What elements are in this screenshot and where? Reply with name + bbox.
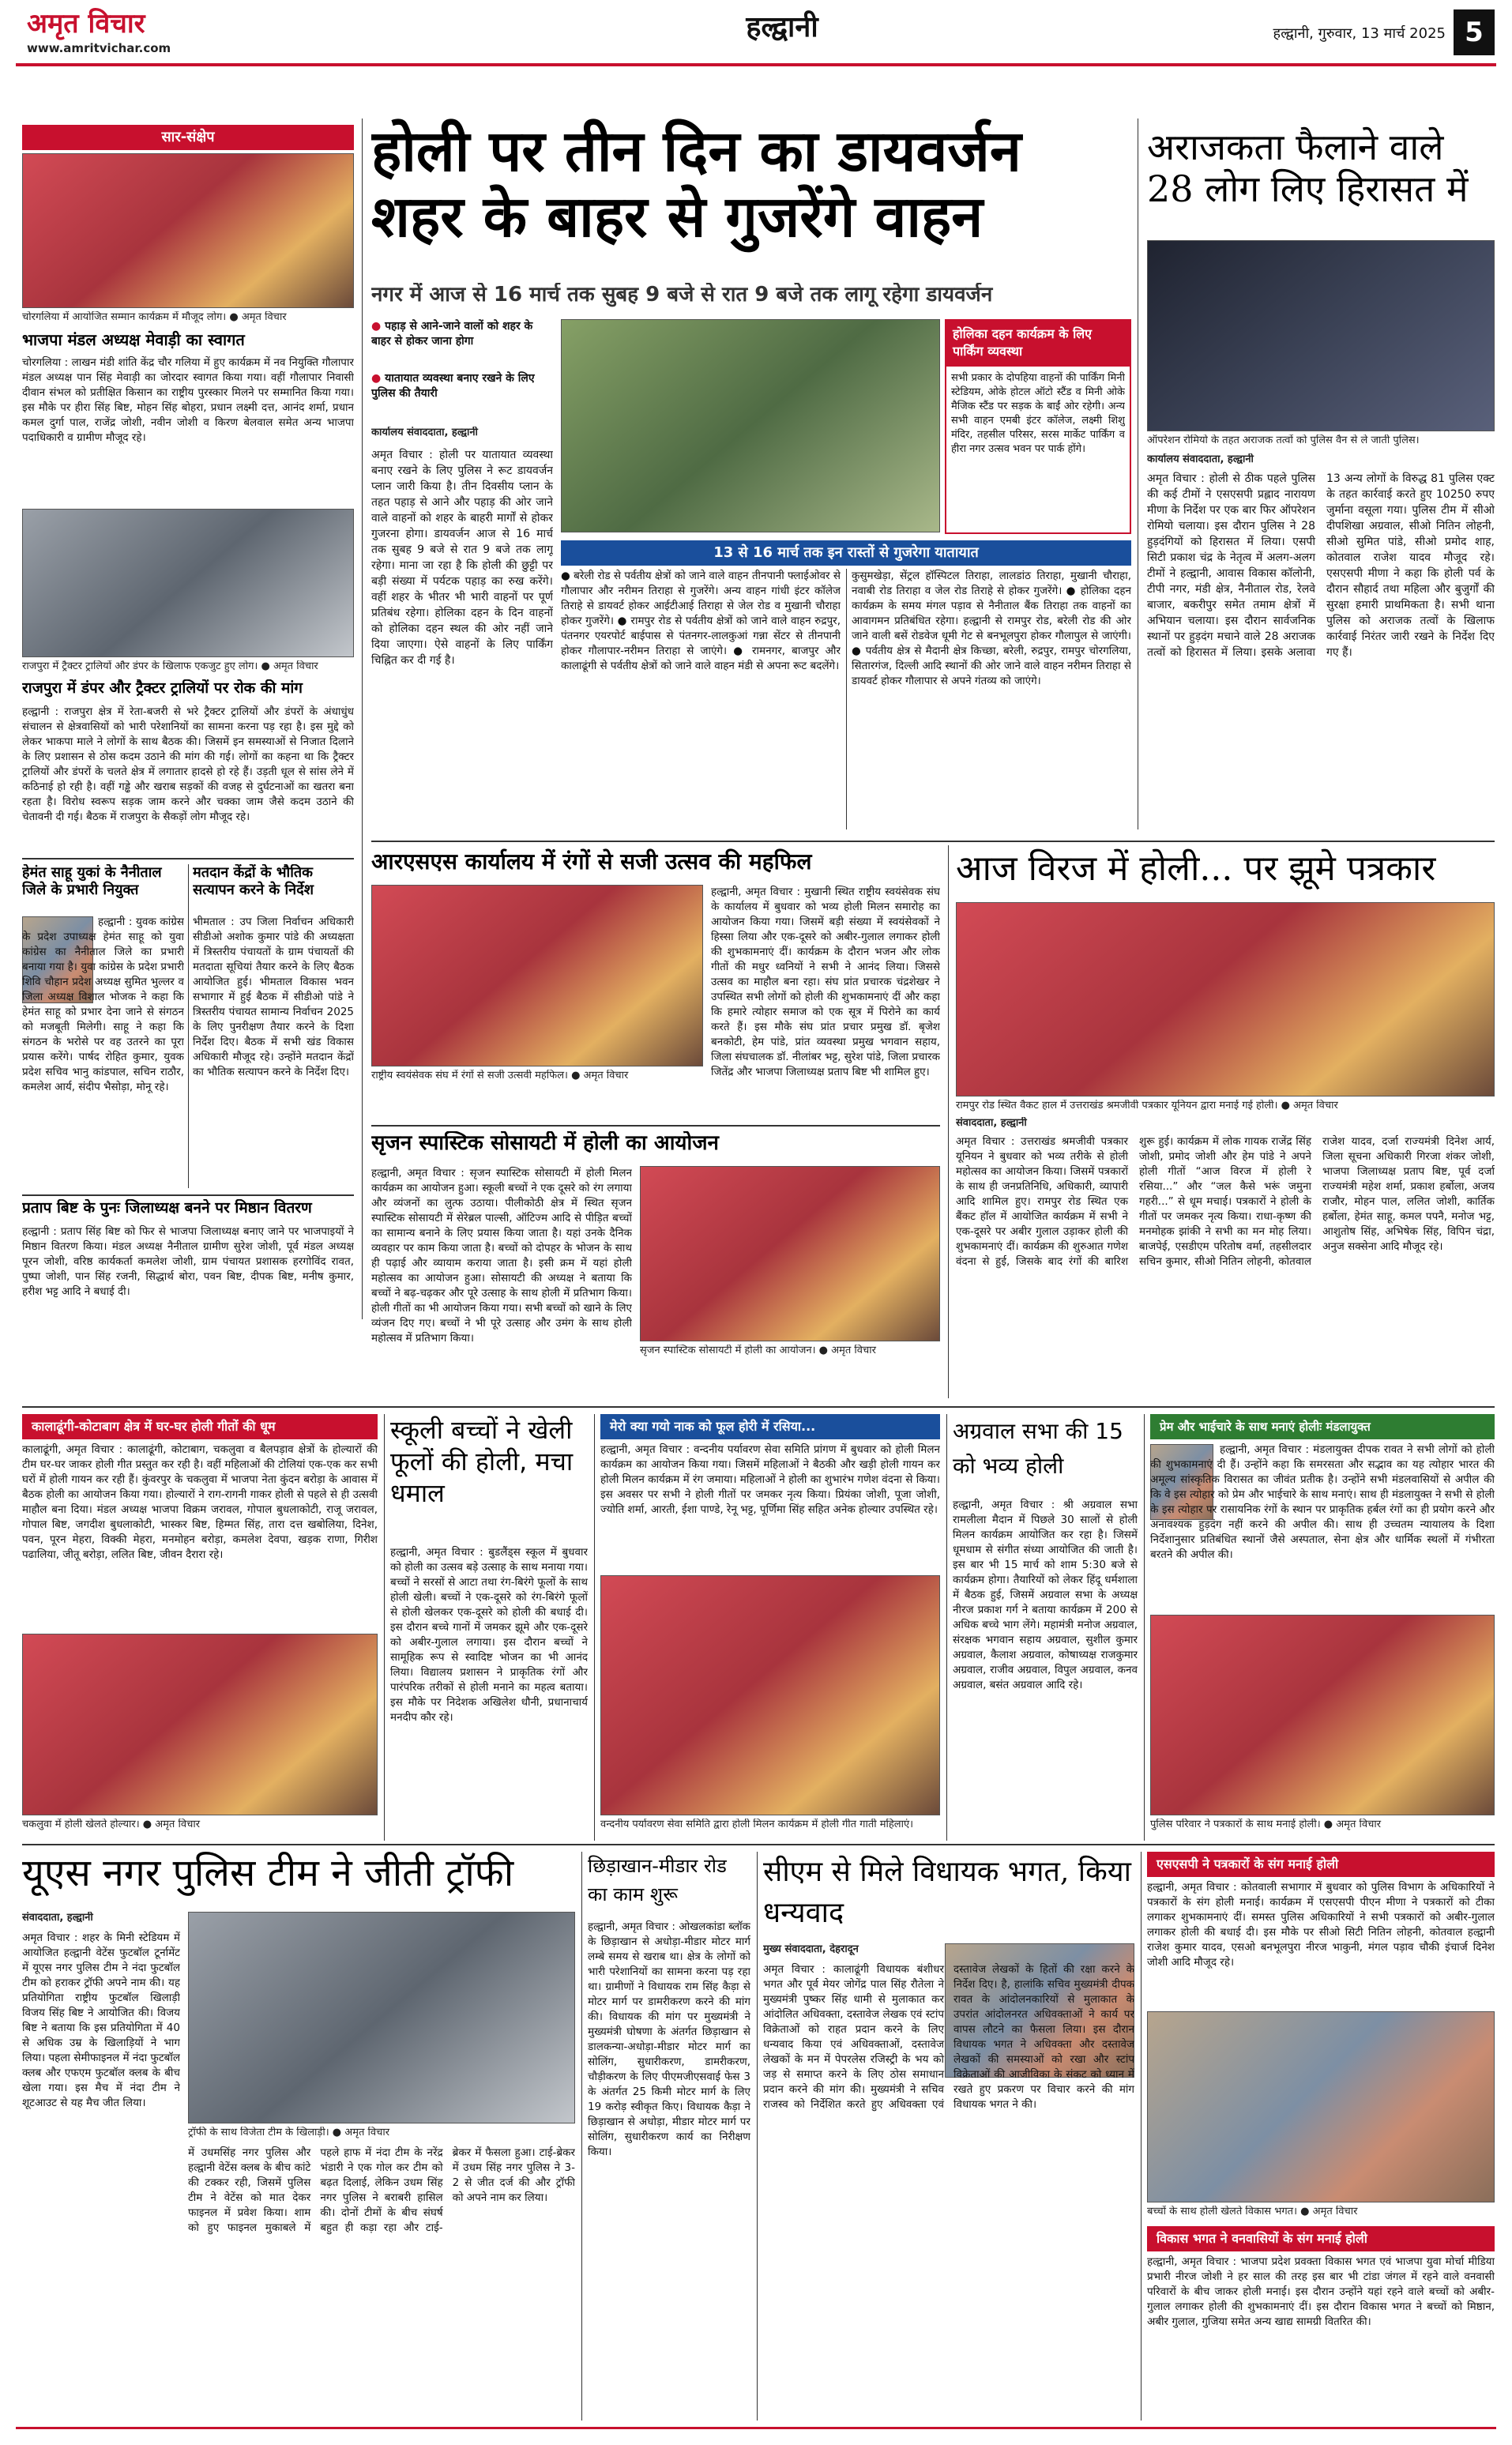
story-headline[interactable]: राजपुरा में डंपर और ट्रैक्टर ट्रालियों पर रोक की मांग xyxy=(22,679,303,697)
story-headline[interactable]: सृजन स्पास्टिक सोसायटी में होली का आयोजन xyxy=(371,1131,719,1155)
divider xyxy=(22,858,354,860)
story-body: अमृत विचार : शहर के मिनी स्टेडियम में आयोजित हल्द्वानी वेटेंस फुटबॉल टूर्नामेंट में यूएस नगर पुलिस टीम ने नंदा फुटबॉल टीम को हराकर ट्रॉफी अपने नाम की। यह प्रतियोगिता राष्ट्रीय फुटबॉल खिलाड़ी विजय सिंह बिष्ट ने आयोजित की। विजय बिष्ट ने बताया कि इस प्रतियोगिता में 40 से अधिक उम्र के खिलाड़ियों ने भाग लिया। पहला सेमीफाइनल में नंदा फुटबॉल क्लब और एफएम फुटबॉल क्लब के बीच खेला गया। इस मैच में नंदा टीम ने शूटआउट से यह मैच जीत लिया। xyxy=(22,1932,180,2109)
photo-police-van xyxy=(1147,240,1495,431)
story-body: हल्द्वानी : युवक कांग्रेस के प्रदेश उपाध्यक्ष हेमंत साहू को युवा कांग्रेस का नैनीताल जिले का प्रभारी बनाया गया है। युवा कांग्रेस के प्रदेश प्रभारी शिवि चौहान प्रदेश अध्यक्ष सुमित भुल्लर व जिला अध्यक्ष विशाल भोजक ने कहा कि हेमंत साहू को प्रभार देना जाने से संगठन को मजबूती मिलेगी। साहू ने कहा कि संगठन के भरोसे पर वह उतरने का पूरा प्रयास करेंगे। पार्षद रोहित कुमार, युवक प्रदेश सचिव भानु कांडपाल, सचिन राठौर, कमलेश आर्य, संदीप भैसोड़ा, मोनू रहे। xyxy=(22,916,184,1093)
photo-caption: वन्दनीय पर्यावरण सेवा समिति द्वारा होली मिलन कार्यक्रम में होली गीत गाती महिलाएं। xyxy=(600,1819,914,1830)
story-body: हल्द्वानी, अमृत विचार : वन्दनीय पर्यावरण सेवा समिति प्रांगण में बुधवार को होली मिलन कार्यक्रम का आयोजन किया गया। जिसमें महिलाओं ने बैठकी और खड़ी होली गायन कर होली मिलन कार्यक्रम में रंग जमाया। महिलाओं ने होली का शुभारंभ गणेश वंदना से किया। इस अवसर पर सभी ने होली गीतों पर जमकर नृत्य किया। प्रियंका जोशी, पूजा जोशी, ज्योति शर्मा, आरती, ईशा पाण्डे, रेनू भट्ट, पूर्णिमा सिंह सहित अनेक होल्यार उपस्थित रहे। xyxy=(600,1443,940,1516)
story-body: चोरगलिया : लाखन मंडी शांति केंद्र चौर गलिया में हुए कार्यक्रम में नव नियुक्ति गौलापार मंडल अध्यक्ष पान सिंह मेवाड़ी का जोरदार स्वागत किया गया। वहीं गौलापार निवासी दीवान संभल को प्रतीक्षित किसान का राष्ट्रीय पुरस्कार मिलने पर सम्मानित किया गया। इस मौके पर हीरा सिंह बिष्ट, मोहन सिंह बोहरा, प्रधान लक्ष्मी दत्त, आनंद शर्मा, प्रधान कमल दुर्गा पाल, राजेंद्र जोशी, नवीन जोशी व किरण बेलवाल समेत अन्य भाजपा पदाधिकारी व ग्रामीण मौजूद रहे। xyxy=(22,356,354,444)
story-headline-bar[interactable]: कालाढूंगी-कोटाबाग क्षेत्र में घर-घर होली गीतों की धूम xyxy=(22,1414,378,1439)
photo-caption: रामपुर रोड स्थित वैकट हाल में उत्तराखंड श्रमजीवी पत्रकार यूनियन द्वारा मनाई गई होली। ● अमृत विचार xyxy=(956,1100,1338,1112)
column-divider xyxy=(362,118,363,1319)
byline: संवाददाता, हल्द्वानी xyxy=(956,1117,1027,1129)
column-divider xyxy=(946,1414,947,1841)
story-body: अमृत विचार : कालाढूंगी विधायक बंशीधर भगत और पूर्व मेयर जोगेंद्र पाल सिंह रौतेला ने मुख्यमंत्री पुष्कर सिंह धामी से मुलाकात कर आंदोलित अधिवक्ता, दस्तावेज लेखक एवं स्टांप विक्रेताओं को राहत प्रदान करने के लिए धन्यवाद किया एवं अधिवक्ताओं, दस्तावेज लेखकों के मन में पेपरलेस रजिस्ट्री के भय को जड़ से समाप्त करने के लिए ठोस समाधान प्रदान करने की मांग की। मुख्यमंत्री ने सचिव राजस्व को निर्देशित करते हुए अधिवक्ता एवं दस्तावेज लेखकों के हितों की रक्षा करने के निर्देश दिए। है, हालांकि सचिव मुख्यमंत्री दीपक रावत के आंदोलनकारियों से मुलाकात के उपरांत आंदोलनरत अधिवक्ताओं ने कार्य पर वापस लौटने का फैसला लिया। इस दौरान विधायक भगत ने अधिवक्ता और दस्तावेज लेखकों की समस्याओं को रखा और स्टांप विक्रेताओं की आजीविका के संकट को ध्यान में रखते हुए प्रकरण पर विचार करने की मांग विधायक भगत ने की। xyxy=(763,1963,1134,2111)
story-headline-bar[interactable]: मेरो क्या गयो नाक को फूल होरी में रसिया... xyxy=(600,1414,940,1439)
photo-caption: चोरगलिया में आयोजित सम्मान कार्यक्रम में मौजूद लोग। ● अमृत विचार xyxy=(22,311,287,323)
photo-rss-holi xyxy=(371,885,703,1066)
route-column: कुसुमखेड़ा, सेंट्रल हॉस्पिटल तिराहा, लालडांठ तिराहा, मुखानी चौराहा, नवाबी रोड तिराहा व जेल रोड तिराहे से होकर गुजरेंगे। ● होलिका दहन कार्यक्रम के समय मंगल पड़ाव से नैनीताल बैंक तिराहा तक वाहनों का आवागमन प्रतिबंधित रहेगा। हल्द्वानी से रामपुर रोड, बरेली रोड की ओर जाने वाली बसें रोडवेज धूमी गेट से बनभूलपुरा होकर गौलापुल से जाएंगी। ● पर्वतीय क्षेत्र से मैदानी क्षेत्र किच्छा, बरेली, रुद्रपुर, रामपुर चोरगलिया, सितारगंज, दिल्ली आदि स्थानों की ओर जाने वाले वाहन नरीमन तिराहा से डायवर्ट होकर गौलापार से अपने गंतव्य को जाएंगे। xyxy=(852,570,1131,687)
route-column: ● बरेली रोड से पर्वतीय क्षेत्रों को जाने वाले वाहन तीनपानी फ्लाईओवर से गौलापार और नरीमन तिराहा से गुजरेंगे। अन्य वाहन गांधी इंटर कॉलेज तिराहे से डायवर्ट होकर आईटीआई तिराहा से जेल रोड व मुखानी चौराहा होकर गुजरेंगे। ● रामपुर रोड से पर्वतीय क्षेत्रों को जाने वाले वाहन रुद्रपुर, पंतनगर एयरपोर्ट बाईपास से पंतनगर-लालकुआं गन्ना सेंटर से तीनपानी होकर गौलापार-नरीमन तिराहा से जाएंगे। ● रामनगर, बाजपुर और कालाढूंगी से पर्वतीय क्षेत्रों को जाने वाले वाहन मंडी से अपना रूट बदलेंगे। xyxy=(561,570,841,672)
divider xyxy=(22,1194,354,1196)
section-label-sar-sankshep: सार-संक्षेप xyxy=(22,125,354,150)
story-body: हल्द्वानी, अमृत विचार : कोतवाली सभागार में बुधवार को पुलिस विभाग के अधिकारियों ने पत्रकारों के संग होली मनाई। कार्यक्रम में एसएसपी पीएन मीणा ने पत्रकारों को टीका लगाकर शुभकामनाएं दीं। समस्त पुलिस अधिकारियों ने सभी पत्रकारों को अबीर-गुलाल लगाकर होली की बधाई दी। इस मौके पर सीओ सिटी नितिन लोहनी, कोतवाल हल्द्वानी राजेश कुमार यादव, एसओ बनभूलपुरा नीरज भाकुनी, मंगल पड़ाव चौकी इंचार्ज दिनेश जोशी आदि मौजूद रहे। xyxy=(1147,1881,1495,1969)
story-headline[interactable]: यूएस नगर पुलिस टीम ने जीती ट्रॉफी xyxy=(22,1852,514,1895)
story-headline-bar[interactable]: एसएसपी ने पत्रकारों के संग मनाई होली xyxy=(1147,1852,1495,1877)
story-headline-bar[interactable]: प्रेम और भाईचारे के साथ मनाएं होलीः मंडलायुक्त xyxy=(1150,1414,1495,1439)
page-number: 5 xyxy=(1454,9,1495,55)
highlight-text: पहाड़ से आने-जाने वालों को शहर के बाहर से होकर जाना होगा xyxy=(371,320,533,348)
parking-box-title: होलिका दहन कार्यक्रम के लिए पार्किंग व्यवस्था xyxy=(946,321,1130,367)
divider xyxy=(371,1125,940,1127)
story-body: हल्द्वानी, अमृत विचार : मंडलायुक्त दीपक रावत ने सभी लोगों को होली की शुभकामनाएं दी हैं। उन्होंने कहा कि समरसता और सद्भाव का यह त्योहार भारत की अमूल्य सांस्कृतिक विरासत का जीवंत प्रतीक है। उन्होंने सभी मंडलवासियों से अपील की कि वे इस त्योहार को प्रेम और भाईचारे के साथ मनाएं। साथ ही मंडलायुक्त ने सभी से होली के इस त्योहार पर रासायनिक रंगों के स्थान पर प्राकृतिक हर्बल रंगों का ही प्रयोग करने और अनावश्यक हुड़दंग नहीं करने की अपील की। साथ ही उच्चतम न्यायालय के दिशा निर्देशानुसार प्रतिबंधित स्थानों जैसे अस्पताल, सेना क्षेत्र और धार्मिक स्थलों में गंभीरता बरतने की अपील की। xyxy=(1150,1443,1495,1561)
city-name: हल्द्वानी xyxy=(746,11,818,43)
masthead-rule xyxy=(16,63,1496,66)
lead-body: अमृत विचार : होली पर यातायात व्यवस्था बनाए रखने के लिए पुलिस ने रूट डायवर्जन प्लान जारी किया है। तीन दिवसीय प्लान के तहत पहाड़ से आने और पहाड़ की ओर जाने वाले वाहनों को शहर के बाहरी मार्गों से होकर गुजरना होगा। डायवर्जन आज से 16 मार्च तक सुबह 9 बजे से रात 9 बजे तक लागू रहेगा। माना जा रहा है कि होली की छुट्टी पर बड़ी संख्या में पर्यटक पहाड़ का रुख करेंगे। वहीं शहर के भीतर भी भारी वाहनों पर पूर्ण प्रतिबंध रहेगा। होलिका दहन के दिन वाहनों को होलिका दहन स्थल की ओर नहीं जाने दिया जाएगा। ऐसे वाहनों के लिए पार्किंग चिह्नित कर दी गई है। xyxy=(371,449,553,667)
photo-caption: सृजन स्पास्टिक सोसायटी में होली का आयोजन। ● अमृत विचार xyxy=(640,1345,876,1356)
photo-women-holi xyxy=(600,1575,940,1815)
highlight-text: यातायात व्यवस्था बनाए रखने के लिए पुलिस की तैयारी xyxy=(371,372,535,400)
logo: अमृत विचार xyxy=(27,8,145,39)
photo-caption: ट्रॉफी के साथ विजेता टीम के खिलाड़ी। ● अमृत विचार xyxy=(188,2127,390,2138)
story-body: भीमताल : उप जिला निर्वाचन अधिकारी सीडीओ अशोक कुमार पांडे की अध्यक्षता में त्रिस्तरीय पंचायतों के ग्राम पंचायतों की मतदाता सूचियां तैयार करने के लिए बैठक आयोजित हुई। भीमताल विकास भवन सभागार में हुई बैठक में सीडीओ पांडे ने त्रिस्तरीय पंचायत सामान्य निर्वाचन 2025 के लिए पुनरीक्षण तैयार करने के दिशा निर्देश दिए। बैठक में सभी खंड विकास अधिकारी मौजूद रहे। उन्होंने मतदान केंद्रों का भौतिक सत्यापन करने के निर्देश दिए। xyxy=(193,916,354,1078)
byline: मुख्य संवाददाता, देहरादून xyxy=(763,1943,859,1955)
byline: कार्यालय संवाददाता, हल्द्वानी xyxy=(1147,453,1254,465)
photo-rajpura-protest xyxy=(22,509,354,657)
masthead xyxy=(0,0,1512,62)
photo-caption: राष्ट्रीय स्वयंसेवक संघ में रंगों से सजी उत्सवी महफिल। ● अमृत विचार xyxy=(371,1070,629,1081)
photo-vikas-bhagat-children xyxy=(1147,2011,1495,2202)
story-headline[interactable]: आरएसएस कार्यालय में रंगों से सजी उत्सव की महफिल xyxy=(371,848,812,875)
photo-caption: ऑपरेशन रोमियो के तहत अराजक तत्वों को पुलिस वैन से ले जाती पुलिस। xyxy=(1147,434,1420,446)
byline: कार्यालय संवाददाता, हल्द्वानी xyxy=(371,427,478,438)
photo-caption: पुलिस परिवार ने पत्रकारों के साथ मनाई होली। ● अमृत विचार xyxy=(1150,1819,1382,1830)
lead-highlight: ● यातायात व्यवस्था बनाए रखने के लिए पुलिस की तैयारी xyxy=(371,372,535,400)
photo-police-team-trophy xyxy=(188,1912,575,2123)
story-headline[interactable]: मतदान केंद्रों के भौतिक सत्यापन करने के निर्देश xyxy=(193,864,314,898)
story-headline[interactable]: स्कूली बच्चों ने खेली फूलों की होली, मचा धमाल xyxy=(390,1415,574,1508)
parking-box xyxy=(945,319,1131,534)
story-body: हल्द्वानी, अमृत विचार : भाजपा प्रदेश प्रवक्ता विकास भगत एवं भाजपा युवा मोर्चा मीडिया प्रभारी नीरज जोशी ने हर साल की तरह इस बार भी टांडा जंगल में रहने वाले वनवासी परिवारों के बीच जाकर होली मनाई। इस दौरान उन्होंने यहां रहने वाले बच्चों को अबीर-गुलाल लगाकर होली की शुभकामनाएं दीं। इस दौरान विकास भगत ने बच्चों को मिष्ठान, अबीर गुलाल, गुजिया समेत अन्य खाद्य सामग्री वितरित की। xyxy=(1147,2255,1495,2328)
column-divider xyxy=(757,1852,758,2421)
lead-subhead: नगर में आज से 16 मार्च तक सुबह 9 बजे से रात 9 बजे तक लागू रहेगा डायवर्जन xyxy=(371,283,993,307)
lead-highlight: ● पहाड़ से आने-जाने वालों को शहर के बाहर से होकर जाना होगा xyxy=(371,320,533,348)
photo-caption: बच्चों के साथ होली खेलते विकास भगत। ● अमृत विचार xyxy=(1147,2206,1358,2217)
parking-box-body: सभी प्रकार के दोपहिया वाहनों की पार्किंग मिनी स्टेडियम, ओके होटल ऑटो स्टैंड व मिनी ओके मैजिक स्टैंड पर सड़क के बाईं ओर रहेगी। अन्य सभी वाहन एमबी इंटर कॉलेज, लक्ष्मी शिशु मंदिर, तहसील परिसर, सरस मार्केट पार्किंग व हीरा नगर उत्सव भवन पर पार्क होंगे। xyxy=(951,372,1125,455)
story-headline[interactable]: सीएम से मिले विधायक भगत, किया धन्यवाद xyxy=(763,1856,1131,1929)
story-body: हल्द्वानी, अमृत विचार : मुखानी स्थित राष्ट्रीय स्वयंसेवक संघ के कार्यालय में बुधवार को भव्य होली मिलन समारोह का आयोजन किया गया। जिसमें बड़ी संख्या में स्वयंसेवकों ने हिस्सा लिया और एक-दूसरे को अबीर-गुलाल लगाकर होली की शुभकामनाएं दीं। कार्यक्रम के दौरान भजन और लोक गीतों की मधुर ध्वनियों ने सभी ने आनंद लिया। जिससे उत्सव का माहौल बना रहा। संघ प्रांत प्रचारक चंद्रशेखर ने उपस्थित सभी लोगों को होली की शुभकामनाएं दीं और कहा कि हमारे त्योहार समाज को एक सूत्र में पिरोने का कार्य करते हैं। इस मौके संघ प्रांत प्रचार प्रमुख डॉ. बृजेश बनकोटी, हेम पांडे, प्रांत व्यवस्था प्रमुख भगवान सहाय, जिला संघचालक डॉ. नीलांबर भट्ट, सुरेश पांडे, जिला प्रचारक जितेंद्र और भाजपा जिलाध्यक्ष प्रताप बिष्ट भी शामिल हुए। xyxy=(711,886,940,1078)
divider xyxy=(22,1844,1495,1845)
photo-chakaluwa-holi xyxy=(22,1634,378,1815)
route-box-title: 13 से 16 मार्च तक इन रास्तों से गुजरेगा यातायात xyxy=(561,540,1131,566)
story-headline[interactable]: अराजकता फैलाने वाले 28 लोग लिए हिरासत में xyxy=(1147,126,1469,210)
story-body: अमृत विचार : उत्तराखंड श्रमजीवी पत्रकार यूनियन ने बुधवार को भव्य तरीके से होली महोत्सव का आयोजन किया। जिसमें पत्रकारों के साथ ही जनप्रतिनिधि, अधिकारी, व्यापारी आदि शामिल हुए। रामपुर रोड स्थित एक बैंकट हॉल में आयोजित कार्यक्रम में सभी ने एक-दूसरे पर अबीर गुलाल उड़ाकर होली की शुभकामनाएं दीं। कार्यक्रम की शुरुआत गणेश वंदना से हुई, जिसके बाद रंगों की बारिश शुरू हुई। कार्यक्रम में लोक गायक राजेंद्र सिंह जोशी, प्रमोद जोशी और हेम पांडे ने अपने होली गीतों “आज विरज में होली रे रसिया...” और “जल कैसे भरूं जमुना गहरी...” से धूम मचाई। पत्रकारों ने होली के गीतों पर जमकर नृत्य किया। राधा-कृष्ण की मनमोहक झांकी ने सभी का मन मोह लिया। बाजपेई, एसडीएम परितोष वर्मा, तहसीलदार सचिन कुमार, सीओ नितिन लोहनी, कोतवाल राजेश यादव, दर्जा राज्यमंत्री दिनेश आर्य, जिला सूचना अधिकारी गिरजा शंकर जोशी, भाजपा जिलाध्यक्ष प्रताप बिष्ट, पूर्व दर्जा राज्यमंत्री महेश शर्मा, प्रकाश हर्बोला, अजय राजौर, मोहन पाल, ललित जोशी, कार्तिक हर्बोला, हेमंत साहू, कमल पपनै, मनोज भट्ट, आशुतोष सिंह, अभिषेक सिंह, विपिन चंद्रा, अनुज सक्सेना आदि मौजूद रहे। xyxy=(956,1135,1495,1268)
photo-city-skyline xyxy=(561,319,940,532)
story-headline[interactable]: अग्रवाल सभा की 15 को भव्य होली xyxy=(953,1418,1123,1479)
photo-srijan-society xyxy=(640,1166,940,1341)
column-divider xyxy=(384,1414,385,1841)
story-body: हल्द्वानी : राजपुरा क्षेत्र में रेता-बजरी से भरे ट्रैक्टर ट्रालियों और डंपरों के अंधाधुंध संचालन से क्षेत्रवासियों को भारी परेशानियों का सामना करना पड़ रहा है। इस मुद्दे को लेकर भाकपा माले ने लोगों के साथ बैठक की। जिसमें इन समस्याओं से निजात दिलाने के लिए प्रशासन से ठोस कदम उठाने की मांग की गई। लोगों का कहना था कि ट्रैक्टर ट्रालियों और डंपरों के चलते क्षेत्र में लगातार हादसे हो रहे हैं। उड़ती धूल से सांस लेने में कठिनाई हो रही है। वहीं गड्ढे और खराब सड़कों की वजह से दुर्घटनाओं का खतरा बना रहता है। विरोध स्वरूप सड़क जाम करने और चक्का जाम जैसे कदम उठाने की चेतावनी दी गई। बैठक में राजपुरा के सैकड़ों लोग मौजूद रहे। xyxy=(22,705,354,823)
column-divider xyxy=(1141,1852,1142,2421)
bottom-rule xyxy=(16,2427,1496,2429)
story-body: हल्द्वानी : प्रताप सिंह बिष्ट को फिर से भाजपा जिलाध्यक्ष बनाए जाने पर भाजपाइयों ने मिष्ठान वितरण किया। मंडल अध्यक्ष नैनीताल ग्रामीण सुरेश जोशी, पूर्व मंडल अध्यक्ष पूरन जोशी, वरिष्ठ कार्यकर्ता कमलेश जोशी, ग्राम पंचायत प्रशासक हरगोविंद रावत, पुष्पा जोशी, पान सिंह रजनी, सिद्धार्थ बोरा, पवन बिष्ट, दीपक बिष्ट, मनीष कुमार, हरीश भट्ट आदि ने बधाई दी। xyxy=(22,1225,354,1298)
column-divider xyxy=(581,1852,582,2421)
story-headline[interactable]: हेमंत साहू युकां के नैनीताल जिले के प्रभारी नियुक्त xyxy=(22,864,162,898)
divider xyxy=(371,841,1495,842)
story-body: हल्द्वानी, अमृत विचार : श्री अग्रवाल सभा रामलीला मैदान में पिछले 30 सालों से होली मिलन कार्यक्रम आयोजित कर रहा है। जिसमें धूमधाम से संगीत संध्या आयोजित की जाती है। इस बार भी 15 मार्च को शाम 5:30 बजे से कार्यक्रम होगा। तैयारियों को लेकर हिंदू धर्मशाला में बैठक हुई, जिसमें अग्रवाल सभा के अध्यक्ष नीरज प्रकाश गर्ग ने बताया कार्यक्रम में 200 से अधिक बच्चे भाग लेंगे। महामंत्री मनोज अग्रवाल, संरक्षक भगवान सहाय अग्रवाल, सुशील कुमार अग्रवाल, कैलाश अग्रवाल, कोषाध्यक्ष राजकुमार अग्रवाल, राजीव अग्रवाल, विपुल अग्रवाल, कनव अग्रवाल, बसंत अग्रवाल आदि रहे। xyxy=(953,1499,1138,1691)
story-body: हल्द्वानी, अमृत विचार : ओखलकांडा ब्लॉक के छिड़ाखान से अधोड़ा-मीडार मोटर मार्ग लम्बे समय से खराब था। क्षेत्र के लोगों को भारी परेशानियों का सामना करना पड़ रहा था। ग्रामीणों ने विधायक राम सिंह कैड़ा से मोटर मार्ग पर डामरीकरण करने की मांग की। विधायक की मांग पर मुख्यमंत्री ने मुख्यमंत्री घोषणा के अंतर्गत छिड़ाखान से डालकन्या-अधोड़ा-मीडार मोटर मार्ग का सोलिंग, सुधारीकरण, डामरीकरण, चौड़ीकरण के लिए पीएमजीएसवाई फेस 3 के अंतर्गत 25 किमी मोटर मार्ग के लिए 19 करोड़ स्वीकृत किए। विधायक कैड़ा ने छिड़ाखान से अधोड़ा, मीडार मोटर मार्ग पर सोलिंग, सुधारीकरण कार्य का निरीक्षण किया। xyxy=(588,1920,750,2158)
lead-headline[interactable]: होली पर तीन दिन का डायवर्जन शहर के बाहर से गुजरेंगे वाहन xyxy=(371,118,1021,250)
story-headline[interactable]: आज विरज में होली... पर झूमे पत्रकार xyxy=(956,848,1436,889)
story-headline[interactable]: भाजपा मंडल अध्यक्ष मेवाड़ी का स्वागत xyxy=(22,330,245,349)
story-headline[interactable]: छिड़ाखान-मीडार रोड का काम शुरू xyxy=(588,1855,727,1905)
column-divider xyxy=(846,569,847,829)
column-divider xyxy=(1144,1414,1145,1841)
column-divider xyxy=(948,845,949,1398)
photo-chorgaliya-felicitation xyxy=(22,153,354,308)
photo-journalists-holi xyxy=(956,902,1495,1096)
column-divider xyxy=(594,1414,595,1841)
issue-date: हल्द्वानी, गुरुवार, 13 मार्च 2025 xyxy=(1273,25,1446,42)
story-headline[interactable]: प्रताप बिष्ट के पुनः जिलाध्यक्ष बनने पर मिष्ठान वितरण xyxy=(22,1199,312,1217)
photo-police-journalists xyxy=(1150,1615,1495,1815)
story-body: अमृत विचार : होली से ठीक पहले पुलिस की कई टीमों ने एसएसपी प्रह्लाद नारायण मीणा के निर्देश पर एक बार फिर ऑपरेशन रोमियो चलाया। इस दौरान पुलिस ने 28 हुड़दंगियों को हिरासत में लिया। एसपी सिटी प्रकाश चंद्र के नेतृत्व में अलग-अलग टीमों ने हल्द्वानी, आवास विकास कॉलोनी, टीपी नगर, मंडी क्षेत्र, नैनीताल रोड, रेलवे बाजार, बकरीपुर समेत तमाम क्षेत्रों में अभियान चलाया। इस दौरान सार्वजनिक स्थानों पर हुड़दंग मचाने वाले 28 अराजक तत्वों को हिरासत में लिया। इसके अलावा 13 अन्य लोगों के विरुद्ध 81 पुलिस एक्ट के तहत कार्रवाई करते हुए 10250 रुपए जुर्माना वसूला गया। पुलिस टीम में सीओ दीपशिखा अग्रवाल, सीओ नितिन लोहनी, सीओ सुमित पांडे, सीओ प्रमोद शाह, कोतवाल राजेश यादव मौजूद रहे। एसएसपी मीणा ने कहा कि होली पर्व के दौरान सौहार्द तथा महिला और बुजुर्गों की सुरक्षा हमारी प्राथमिकता है। सभी थाना पुलिस को अराजक तत्वों के खिलाफ कार्रवाई निरंतर जारी रखने के निर्देश दिए गए हैं। xyxy=(1147,472,1495,659)
story-body: हल्द्वानी, अमृत विचार : सृजन स्पास्टिक सोसायटी में होली मिलन कार्यक्रम का आयोजन हुआ। स्कूली बच्चों ने एक दूसरे को रंग लगाया और व्यंजनों का लुत्फ उठाया। पीलीकोठी क्षेत्र में स्थित सृजन स्पास्टिक सोसायटी में सेरेब्रल पाल्सी, ऑटिज्म आदि से पीड़ित बच्चों का सामान्य बनाने के लिए प्रयास किया जाता है। यहां उनके दैनिक व्यवहार पर काम किया जाता है। बच्चों को दोपहर के भोजन के साथ ही पढ़ाई और व्यायाम कराया जाता है। इसी क्रम में यहां होली महोत्सव का आयोजन हुआ। सोसायटी की अध्यक्ष ने बताया कि बच्चों ने बढ़-चढ़कर और पूरे उत्साह के साथ होली में प्रतिभाग किया। होली गीतों का भी आयोजन किया गया। सभी बच्चों को खाने के लिए व्यंजन दिए गए। बच्चों ने भी पूरे उत्साह और उमंग के साथ होली महोत्सव में प्रतिभाग किया। xyxy=(371,1167,632,1345)
photo-caption: चकलुवा में होली खेलते होल्यार। ● अमृत विचार xyxy=(22,1819,201,1830)
photo-caption: राजपुरा में ट्रैक्टर ट्रालियों और डंपर के खिलाफ एकजुट हुए लोग। ● अमृत विचार xyxy=(22,660,318,672)
divider xyxy=(22,1406,1495,1408)
byline: संवाददाता, हल्द्वानी xyxy=(22,1912,93,1924)
site-url[interactable]: www.amritvichar.com xyxy=(27,41,171,55)
story-headline-bar[interactable]: विकास भगत ने वनवासियों के संग मनाई होली xyxy=(1147,2226,1495,2251)
story-body: में उधमसिंह नगर पुलिस और हल्द्वानी वेटेंस क्लब के बीच कांटे की टक्कर रही, जिसमें पुलिस टीम ने वेटेंस को मात देकर फाइनल में प्रवेश किया। शाम को हुए फाइनल मुकाबले में पहले हाफ में नंदा टीम के नरेंद्र भंडारी ने एक गोल कर टीम को बढ़त दिलाई, लेकिन उधम सिंह नगर पुलिस ने बराबरी हासिल की। दोनों टीमों के बीच संघर्ष बहुत ही कड़ा रहा और टाई-ब्रेकर में फैसला हुआ। टाई-ब्रेकर में उधम सिंह नगर पुलिस ने 3-2 से जीत दर्ज की और ट्रॉफी को अपने नाम कर लिया। xyxy=(188,2146,575,2234)
story-body: कालाढूंगी, अमृत विचार : कालाढूंगी, कोटाबाग, चकलुवा व बैलपड़ाव क्षेत्रों के होल्यारों की टीम घर-घर जाकर होली गीत प्रस्तुत कर रही है। वहीं महिलाओं की टोलियां एक-एक कर सभी घरों में होली गायन कर रही हैं। कुंवरपुर के चकलुवा में भाजपा नेता कुंदन बरोड़ा के आवास में बैठक होली का आयोजन किया गया। होल्यारों ने राग-रागनी गाकर होली से पहले से ही उत्सवी माहौल बना दिया। मंडल अध्यक्ष भाजपा विक्रम जरावल, गोपाल बुधलाकोटी, राजू जरावल, गोपाल बिष्ट, जगदीश बुधलाकोटी, भास्कर बिष्ट, हिम्मत सिंह, तारा दत्त खबोलिया, दिनेश, पवन, पूरन मेहरा, विक्की मेहरा, मनमोहन बरोड़ा, कमलेश देवपा, खड़क राणा, गिरीश पढालिया, जीतू बरोड़ा, ललित बिष्ट, जीवन दैरारा रहे। xyxy=(22,1443,378,1561)
column-divider xyxy=(188,864,189,1188)
story-body: हल्द्वानी, अमृत विचार : बुडलैंड्स स्कूल में बुधवार को होली का उत्सव बड़े उत्साह के साथ मनाया गया। बच्चों ने सरसों से आटा तथा रंग-बिरंगे फूलों के साथ होली खेली। बच्चों ने एक-दूसरे को रंग-बिरंगे फूलों से होली खेलकर एक-दूसरे को होली की बधाई दी। इस दौरान बच्चे गानों में जमकर झूमे और एक-दूसरे को अबीर-गुलाल लगाया। इस दौरान बच्चों ने सामूहिक रूप से स्वादिष्ट भोजन का भी आनंद लिया। विद्यालय प्रशासन ने प्राकृतिक रंगों और पारंपरिक तरीकों से होली मनाने का महत्व बताया। इस मौके पर निदेशक अखिलेश धौनी, प्रधानाचार्य मनदीप कौर रहे। xyxy=(390,1546,588,1724)
